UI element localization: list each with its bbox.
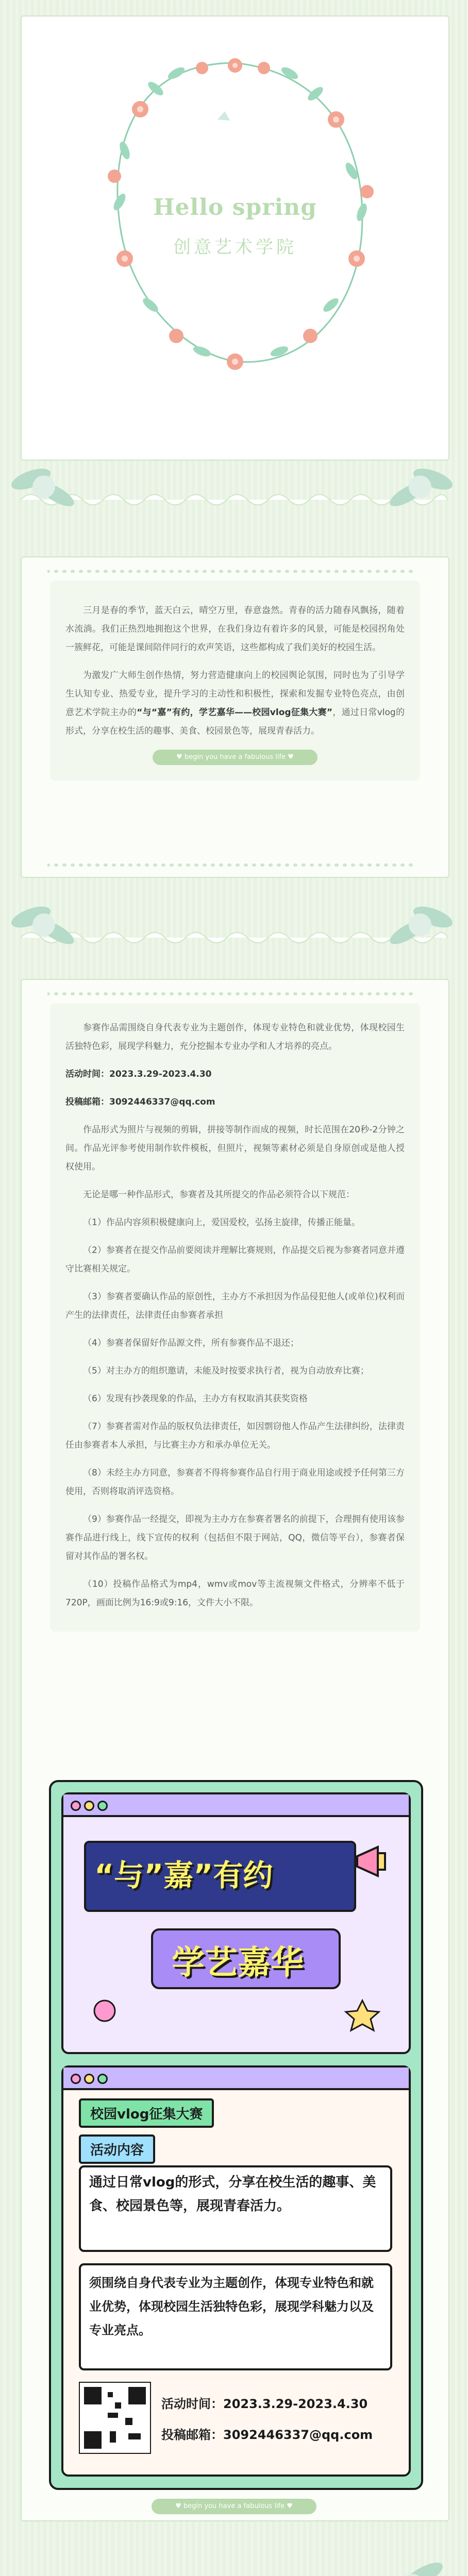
- rule-item: （6）发现有抄袭现象的作品，主办方有权取消其获奖资格: [83, 1394, 308, 1404]
- email-label: 投稿邮箱：: [65, 1097, 109, 1107]
- email-row: [65, 1093, 405, 1111]
- rule-item: （9）参赛作品一经提交，即视为主办方在参赛者署名的前提下，合理拥有使用该参赛作品进行线上，线下宣传的权利（包括但不限于网站，QQ，微信等平台），参赛者保留对其作品的署名权。: [65, 1514, 405, 1562]
- dotted-line: [47, 568, 417, 575]
- footer: [49, 2494, 419, 2514]
- dotted-line: [47, 990, 417, 997]
- poster-email-row: [161, 2423, 373, 2447]
- intro-paragraph-2: [65, 666, 405, 740]
- poster-email-value: 3092446337@qq.com: [223, 2428, 373, 2442]
- rule-item: （3）参赛者要确认作品的原创性，主办方不承担因为作品侵犯他人(或单位)权利而产生的法律责任，法律责任由参赛者承担: [65, 1292, 405, 1320]
- contest-tag: 校园vlog征集大赛: [79, 2098, 214, 2128]
- email-value[interactable]: 3092446337@qq.com: [109, 1097, 215, 1107]
- rules-norms: 无论是哪一种作品形式，参赛者及其所提交的作品必须符合以下规范：: [83, 1190, 355, 1200]
- hero-title-cn: 创意艺术学院: [173, 237, 297, 258]
- intro-card: [50, 581, 420, 781]
- event-poster: [49, 1780, 423, 2490]
- window-titlebar: [63, 1794, 409, 1817]
- megaphone-icon: [352, 1841, 393, 1882]
- content-text-1: 通过日常vlog的形式，分享在校生活的趣事、美食、校园景色等，展现青春活力。: [89, 2175, 376, 2214]
- bottom-flower-decor: [0, 2524, 468, 2576]
- window-dot-icon: [84, 1801, 94, 1811]
- rules-format: 作品形式为照片与视频的剪辑，拼接等制作而成的视频，时长范围在20秒-2分钟之间。作品光评参考使用制作软件模板，但照片，视频等素材必须是自身原创或是他人授权使用。: [65, 1125, 405, 1172]
- poster-time-row: [161, 2392, 367, 2416]
- qr-code-icon: [79, 2382, 151, 2454]
- flower-divider: [0, 438, 468, 536]
- quote-title: “与”嘉”有约: [94, 1858, 273, 1893]
- content-tag: 活动内容: [79, 2134, 155, 2164]
- activity-time-value: 2023.3.29-2023.4.30: [109, 1069, 212, 1079]
- intro-paragraph-2-text: 为激发广大师生创作热情，努力营造健康向上的校园舆论氛围，同时也为了引导学生认知专业、热爱专业，提升学习的主动性和积极性，探索和发掘专业特色亮点，由创意艺术学院主办的: [65, 670, 405, 718]
- window-dot-icon: [71, 1801, 81, 1811]
- rule-item: （5）对主办方的组织邀请，未能及时按要求执行者，视为自动放弃比赛；: [83, 1366, 369, 1376]
- window-titlebar: [63, 2067, 409, 2090]
- rules-intro: 参赛作品需围绕自身代表专业为主题创作，体现专业特色和就业优势，体现校园生活独特色彩，展现学科魅力，充分挖掘本专业办学和人才培养的亮点。: [65, 1023, 405, 1052]
- footer-pill: ♥ begin you have a fabulous life ♥: [152, 2499, 316, 2514]
- rule-item: （7）参赛者需对作品的版权负法律责任，如因剽窃他人作品产生法律纠纷，法律责任由参赛者本人承担，与比赛主办方和承办单位无关。: [65, 1421, 405, 1450]
- rule-item: （2）参赛者在提交作品前要阅读并理解比赛规则，作品提交后视为参赛者同意并遵守比赛相关规定。: [65, 1245, 405, 1274]
- activity-time-row: [65, 1065, 405, 1083]
- rule-item: （1）作品内容须积极健康向上，爱国爱校，弘扬主旋律，传播正能量。: [83, 1217, 360, 1228]
- rule-item: （10）投稿作品格式为mp4，wmv或mov等主流视频文件格式，分辨率不低于720P，画面比例为16:9或9:16，文件大小不限。: [65, 1579, 405, 1608]
- poster-decor: [84, 1990, 393, 2037]
- window-dot-icon: [71, 2074, 81, 2084]
- hero-title-en: Hello spring: [153, 194, 317, 221]
- activity-time-label: 活动时间：: [65, 1069, 109, 1079]
- contest-name-highlight: “与“嘉”有约，学艺嘉华——校园vlog征集大赛”: [137, 707, 333, 718]
- hero-card: [21, 15, 449, 461]
- poster-email-label: 投稿邮箱：: [161, 2428, 223, 2442]
- poster-window-bottom: [61, 2065, 411, 2477]
- intro-paragraph-1: 三月是春的季节，蓝天白云，晴空万里，春意盎然。青春的活力随春风飘扬，随着水流淌。我们正热烈地拥抱这个世界，在我们身边有着许多的风景，可能是校园拐角处一簇鲜花，可能是课间陪伴同行的欢声笑语，这些都构成了我们美好的校园生活。: [65, 605, 405, 653]
- rules-card: [50, 1003, 420, 1632]
- motto-pill: ♥ begin you have a fabulous life ♥: [153, 750, 317, 765]
- window-dot-icon: [84, 2074, 94, 2084]
- content-text-2: 须围绕自身代表专业为主题创作，体现专业特色和就业优势，体现校园生活独特色彩，展现学科魅力以及专业亮点。: [89, 2276, 374, 2337]
- flower-divider: [0, 876, 468, 974]
- rule-item: （8）未经主办方同意，参赛者不得将参赛作品自行用于商业用途或授予任何第三方使用，否则将取消评选资格。: [65, 1468, 405, 1497]
- intro-frame: [21, 556, 449, 878]
- poster-time-label: 活动时间：: [161, 2397, 223, 2411]
- rule-item: （4）参赛者保留好作品源文件，所有参赛作品不退还；: [83, 1338, 299, 1348]
- poster-time-value: 2023.3.29-2023.4.30: [223, 2397, 368, 2411]
- poster-window-top: [61, 1792, 411, 2054]
- window-dot-icon: [97, 2074, 108, 2084]
- sub-title: 学艺嘉华: [172, 1944, 304, 1982]
- intro-paragraph-2-tail: ，通过日常vlog的形式，分享在校生活的趣事、美食、校园景色等，展现青春活力。: [65, 707, 405, 736]
- dotted-line: [47, 861, 417, 869]
- window-dot-icon: [97, 1801, 108, 1811]
